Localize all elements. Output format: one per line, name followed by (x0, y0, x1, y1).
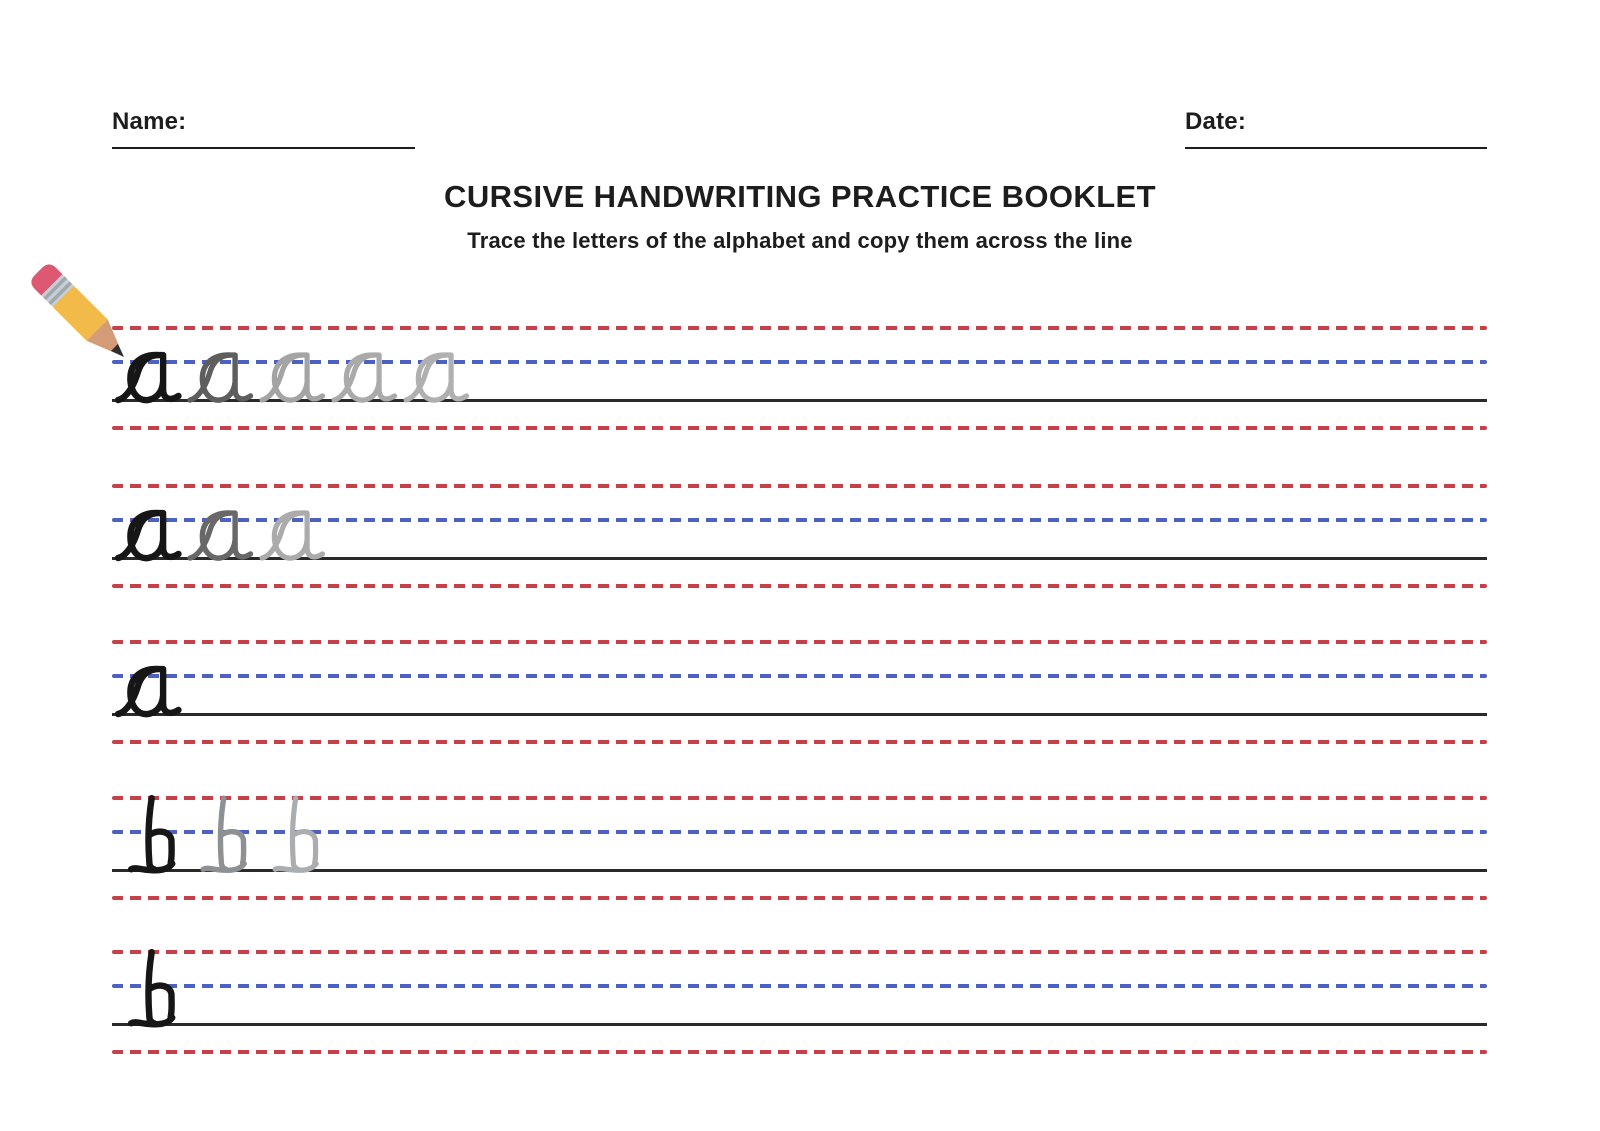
practice-row (112, 642, 1487, 748)
pencil-ferrule-stripe (48, 281, 72, 305)
name-label: Name: (112, 108, 187, 135)
date-fill-line (1185, 147, 1487, 149)
trace-letter-a (118, 355, 178, 400)
trace-letter-a (334, 355, 394, 400)
trace-letter-b (131, 952, 172, 1024)
practice-row (112, 328, 1487, 434)
practice-row (112, 798, 1487, 904)
pencil-ferrule (41, 274, 74, 307)
trace-letters (112, 642, 1487, 748)
trace-letter-a (262, 355, 322, 400)
trace-letter-a (118, 669, 178, 714)
name-field (112, 108, 186, 136)
date-label: Date: (1185, 108, 1247, 135)
trace-letters (112, 952, 1487, 1058)
pencil-body (53, 286, 108, 341)
trace-letters (112, 328, 1487, 434)
trace-letters (112, 486, 1487, 592)
practice-row (112, 486, 1487, 592)
trace-letter-a (190, 513, 250, 558)
page-subtitle: Trace the letters of the alphabet and copy them across the line (467, 228, 1133, 253)
trace-letter-a (262, 513, 322, 558)
name-fill-line (112, 147, 415, 149)
practice-row (112, 952, 1487, 1058)
trace-letter-a (190, 355, 250, 400)
trace-letter-b (203, 798, 244, 870)
trace-letter-a (118, 513, 178, 558)
trace-letter-b (275, 798, 316, 870)
trace-letters (112, 798, 1487, 904)
page-title: CURSIVE HANDWRITING PRACTICE BOOKLET (444, 179, 1156, 214)
pencil-eraser (28, 261, 63, 296)
trace-letter-b (131, 798, 172, 870)
trace-letter-a (406, 355, 466, 400)
pencil-ferrule-stripe (43, 276, 67, 300)
date-field (1185, 108, 1246, 136)
